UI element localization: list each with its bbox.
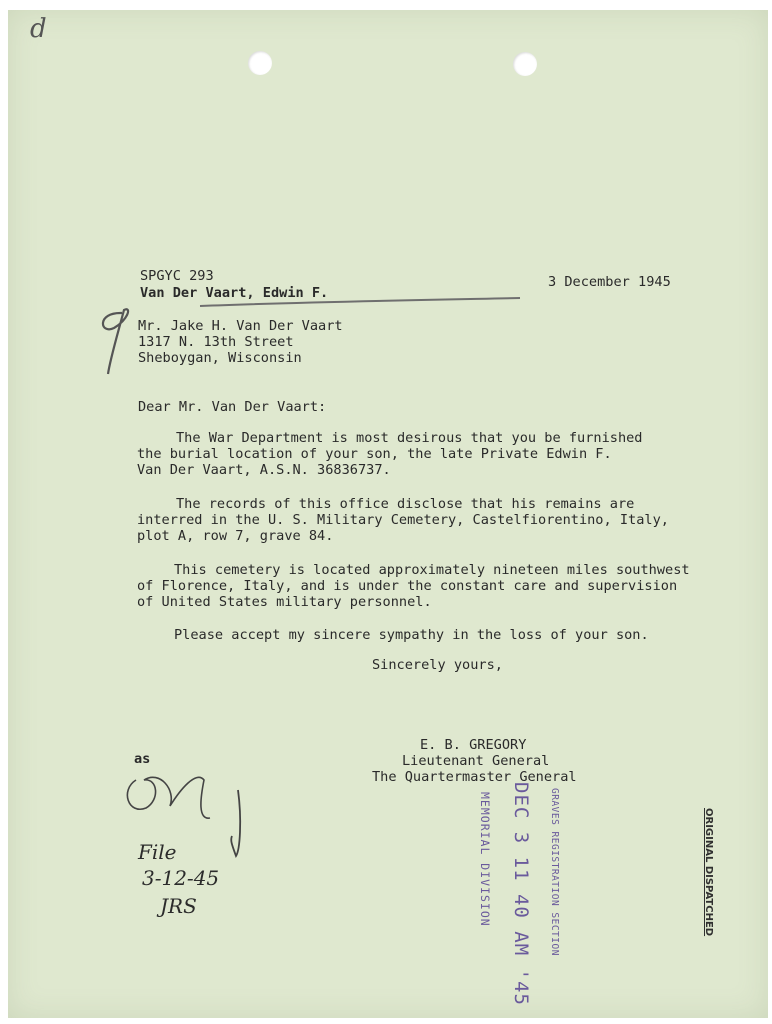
signer-rank: Lieutenant General	[402, 753, 550, 769]
original-dispatched-stamp: ORIGINAL DISPATCHED	[703, 808, 714, 937]
handwritten-initials: JRS	[160, 894, 197, 918]
letter-date: 3 December 1945	[548, 274, 671, 290]
paragraph-1-line-2: the burial location of your son, the late Private Edwin F.	[137, 446, 612, 462]
punch-hole-right	[513, 52, 537, 76]
paragraph-4: Please accept my sincere sympathy in the loss of your son.	[174, 627, 649, 643]
salutation: Dear Mr. Van Der Vaart:	[138, 399, 327, 415]
paragraph-2-line-1: The records of this office disclose that his remains are	[176, 496, 635, 512]
closing: Sincerely yours,	[372, 657, 503, 673]
paragraph-3-line-3: of United States military personnel.	[137, 594, 432, 610]
memorial-division-stamp: MEMORIAL DIVISION	[478, 792, 492, 927]
typist-initials: as	[134, 751, 151, 767]
punch-hole-left	[248, 51, 272, 75]
paragraph-1-line-1: The War Department is most desirous that you be furnished	[176, 430, 643, 446]
addressee-city: Sheboygan, Wisconsin	[138, 350, 302, 366]
addressee-name: Mr. Jake H. Van Der Vaart	[138, 318, 343, 334]
paragraph-2-line-3: plot A, row 7, grave 84.	[137, 528, 334, 544]
file-reference: SPGYC 293	[140, 268, 214, 284]
paragraph-3-line-1: This cemetery is located approximately nineteen miles southwest	[174, 562, 690, 578]
paragraph-1-line-3: Van Der Vaart, A.S.N. 36836737.	[137, 462, 391, 478]
signer-name: E. B. GREGORY	[420, 737, 527, 753]
handwritten-file: File	[138, 840, 177, 864]
signer-title: The Quartermaster General	[372, 769, 577, 785]
paragraph-2-line-2: interred in the U. S. Military Cemetery, Castelfiorentino, Italy,	[137, 512, 669, 528]
handwritten-date: 3-12-45	[142, 866, 220, 890]
graves-registration-stamp: GRAVES REGISTRATION SECTION	[549, 788, 560, 956]
subject-line: Van Der Vaart, Edwin F.	[140, 285, 329, 301]
corner-mark: d	[30, 14, 47, 44]
received-date-stamp: DEC 3 11 40 AM '45	[510, 782, 532, 1006]
addressee-street: 1317 N. 13th Street	[138, 334, 294, 350]
paragraph-3-line-2: of Florence, Italy, and is under the constant care and supervision	[137, 578, 678, 594]
